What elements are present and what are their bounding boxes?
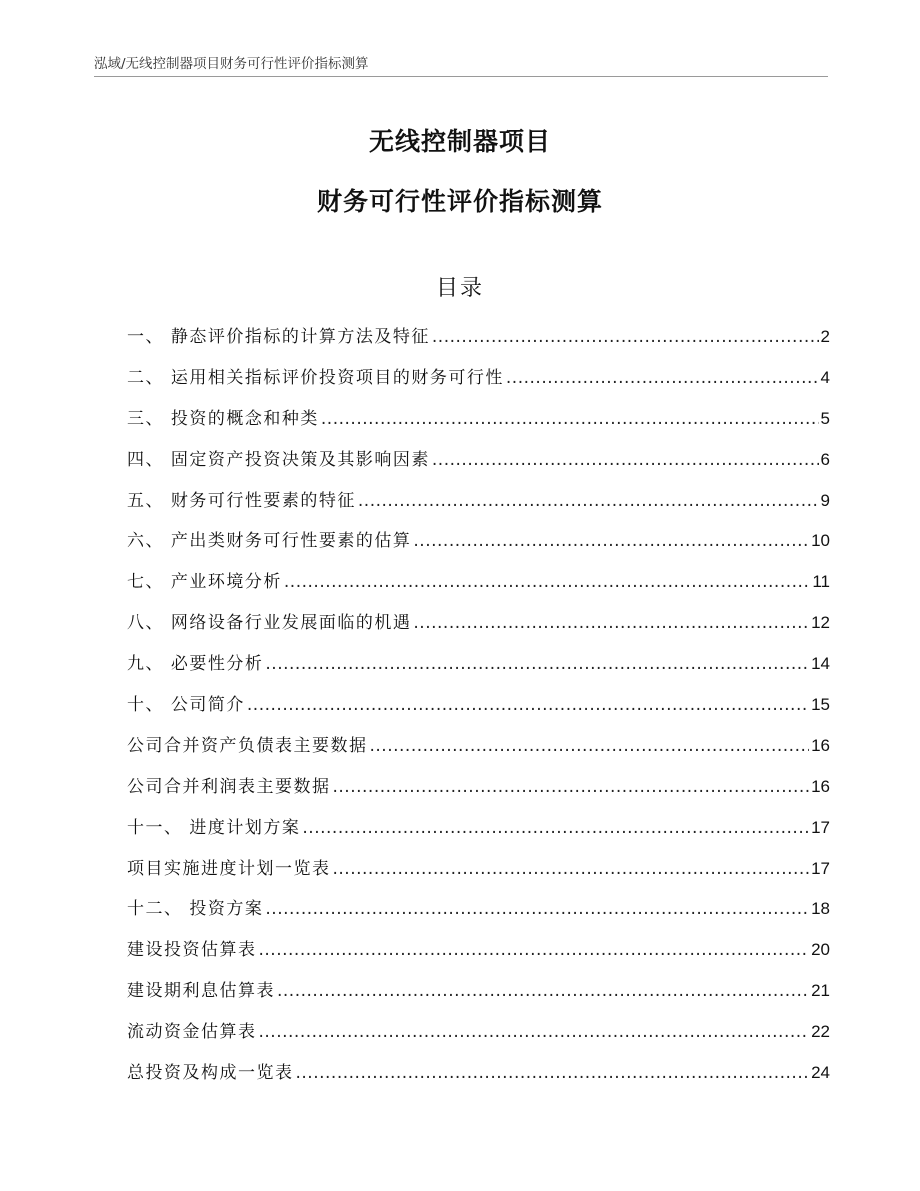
toc-entry-page: 10 (811, 531, 830, 551)
toc-entry[interactable] (127, 933, 830, 974)
toc-dot-leader (265, 647, 809, 681)
toc-entry-label: 四、 固定资产投资决策及其影响因素 (127, 449, 430, 470)
toc-entry[interactable] (127, 402, 830, 443)
toc-dot-leader (259, 933, 810, 967)
toc-entry-page: 18 (811, 899, 830, 919)
toc-entry[interactable] (127, 606, 830, 647)
toc-entry-label: 十、 公司简介 (127, 695, 245, 716)
toc-entry[interactable] (127, 647, 830, 688)
toc-entry-page: 12 (811, 613, 830, 633)
toc-dot-leader (247, 688, 809, 722)
toc-entry[interactable] (127, 320, 830, 361)
toc-entry-label: 九、 必要性分析 (127, 654, 264, 675)
toc-entry-label: 一、 静态评价指标的计算方法及特征 (127, 327, 430, 347)
toc-entry[interactable] (127, 1015, 830, 1056)
toc-entry[interactable] (127, 770, 830, 811)
table-of-contents (127, 320, 830, 1097)
toc-dot-leader (333, 852, 810, 886)
toc-dot-leader (506, 361, 819, 395)
toc-dot-leader (370, 729, 810, 763)
toc-entry-label: 建设投资估算表 (127, 940, 257, 961)
toc-entry-label: 八、 网络设备行业发展面临的机遇 (127, 613, 412, 634)
toc-entry-page: 6 (820, 449, 830, 469)
toc-entry-page: 5 (820, 408, 830, 428)
toc-heading: 目录 (435, 276, 484, 301)
toc-entry-label: 十二、 投资方案 (127, 899, 264, 920)
toc-dot-leader (284, 565, 810, 599)
toc-dot-leader (296, 1056, 810, 1090)
toc-dot-leader (432, 443, 819, 477)
toc-entry-label: 总投资及构成一览表 (127, 1063, 294, 1084)
toc-entry-page: 16 (811, 735, 830, 755)
toc-dot-leader (259, 1015, 810, 1049)
toc-entry[interactable] (127, 361, 830, 402)
toc-entry-label: 公司合并资产负债表主要数据 (127, 735, 368, 756)
toc-entry-label: 七、 产业环境分析 (127, 572, 282, 593)
toc-entry-page: 4 (820, 367, 830, 387)
toc-entry-label: 项目实施进度计划一览表 (127, 858, 331, 879)
toc-entry-label: 公司合并利润表主要数据 (127, 776, 331, 797)
toc-entry[interactable] (127, 688, 830, 729)
toc-entry[interactable] (127, 484, 830, 525)
toc-entry[interactable] (127, 729, 830, 770)
toc-entry-label: 三、 投资的概念和种类 (127, 408, 319, 429)
toc-dot-leader (413, 606, 809, 640)
toc-dot-leader (358, 484, 819, 518)
page-header: 泓域/无线控制器项目财务可行性评价指标测算 (94, 56, 369, 72)
toc-entry-page: 21 (811, 981, 830, 1001)
header-rule (94, 76, 828, 77)
toc-entry-page: 22 (811, 1022, 830, 1042)
toc-entry[interactable] (127, 565, 830, 606)
toc-entry[interactable] (127, 524, 830, 565)
toc-entry-label: 流动资金估算表 (127, 1022, 257, 1043)
toc-dot-leader (265, 892, 809, 926)
toc-entry[interactable] (127, 892, 830, 933)
document-title-line-2: 财务可行性评价指标测算 (316, 187, 603, 216)
toc-entry-page: 2 (820, 327, 830, 346)
toc-entry-page: 15 (811, 695, 830, 715)
toc-entry-label: 六、 产出类财务可行性要素的估算 (127, 531, 412, 552)
toc-dot-leader (277, 974, 809, 1008)
toc-entry[interactable] (127, 443, 830, 484)
toc-entry-label: 二、 运用相关指标评价投资项目的财务可行性 (127, 367, 504, 388)
document-title-line-1: 无线控制器项目 (368, 127, 551, 156)
toc-dot-leader (333, 770, 810, 804)
toc-entry-page: 17 (811, 817, 830, 837)
toc-entry-page: 14 (811, 654, 830, 674)
toc-entry-page: 16 (811, 776, 830, 796)
toc-entry-label: 建设期利息估算表 (127, 981, 275, 1002)
toc-entry[interactable] (127, 1056, 830, 1097)
toc-entry[interactable] (127, 811, 830, 852)
toc-dot-leader (302, 811, 809, 845)
toc-entry-page: 17 (811, 858, 830, 878)
toc-entry[interactable] (127, 974, 830, 1015)
toc-entry-label: 五、 财务可行性要素的特征 (127, 490, 356, 511)
toc-entry-page: 20 (811, 940, 830, 960)
toc-dot-leader (413, 524, 809, 558)
toc-entry[interactable] (127, 852, 830, 893)
toc-dot-leader (432, 320, 819, 354)
toc-entry-label: 十一、 进度计划方案 (127, 817, 301, 838)
toc-entry-page: 24 (811, 1063, 830, 1083)
toc-entry-page: 11 (812, 572, 830, 592)
toc-dot-leader (321, 402, 819, 436)
toc-entry-page: 9 (820, 490, 830, 510)
